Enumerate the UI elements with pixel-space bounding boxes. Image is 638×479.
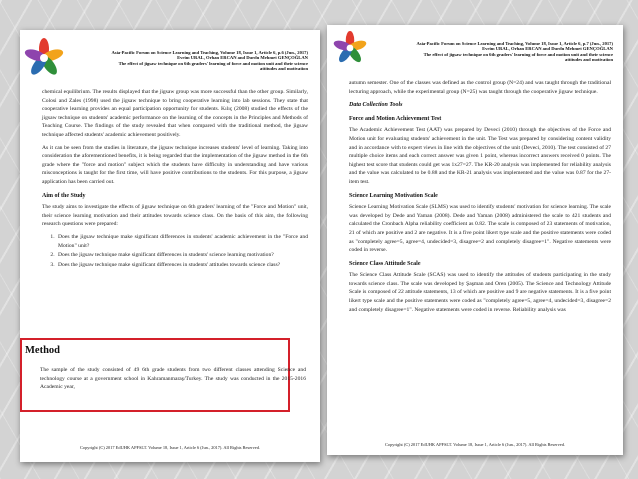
- header-title-line-2: attitudes and motivation: [565, 57, 613, 63]
- list-item: 2. Does the jigsaw technique make significant differences in students' science learning motivation?: [56, 251, 308, 260]
- subsection-heading-scas: Science Class Attitude Scale: [349, 260, 421, 267]
- body-paragraph: As it can be seen from the studies in literature, the jigsaw technique increases students' level of learning. Taking into consideration the aforementioned benefits, it is being regarded that the implementation of the jigsaw method in the 6th grade where the "force and motion" subject which the students have difficulty in understanding and have various misconceptions is taught for the first time, will have positive contributions to the students. For this purpose, a jigsaw application has been carried out.: [42, 144, 308, 185]
- section-heading-tools: Data Collection Tools: [349, 102, 403, 109]
- document-page-right: [327, 25, 623, 455]
- header-citation: [416, 41, 613, 63]
- header-title-line: The effect of jigsaw technique on 6th graders' learning of force and motion unit and their science: [423, 51, 613, 57]
- header-journal-line: Asia-Pacific Forum on Science Learning and Teaching, Volume 18, Issue 1, Article 6, p.6 (Jun., 2017): [111, 50, 308, 55]
- header-title-line-2: attitudes and motivation: [260, 66, 308, 72]
- subsection-heading-slms: Science Learning Motivation Scale: [349, 192, 438, 199]
- body-paragraph: The Science Class Attitude Scale (SCAS) was used to identify the attitudes of students participating in the study towards science class. The scale was developed by Şaşman and Oren (2005). The Science and Technology Attitude Scale is composed of 22 attitude statements, 13 of which are positive and 9 are negative statements. It is a five point likert type scale and the positive statements were coded as "completely agree=5, agree=4, undecided=3, disagree=2 and completely disagree=1". Negative statements were coded in reverse. Reliability analysis was: [349, 272, 611, 313]
- method-paragraph: The sample of the study consisted of 49 6th grade students from two different classes attending Science and technology course at a government school in Kahramanmaraş/Turkey. The study was conducted in the 2015-2016 Academic year,: [40, 367, 306, 391]
- header-authors-line: Evrim URAL, Orhan ERCAN and Durdu Mehmet GENÇOĞLAN: [177, 55, 308, 61]
- header-journal-line: Asia-Pacific Forum on Science Learning and Teaching, Volume 18, Issue 1, Article 6, p.7 (Jun., 2017): [416, 41, 613, 46]
- page-header: [20, 30, 320, 80]
- body-paragraph: The Academic Achievement Test (AAT) was prepared by Deveci (2010) through the objectives of the Force and Motion unit for evaluating students' achievement in the unit. The Test was prepared by considering content validity and in accordance with to expert views in line with the objectives of the unit (Deveci, 2010). The test consisted of 27 multiple choice items and each correct answer was given 1 point, whereas incorrect answers received 0 points. The highest test score that students could get was 1x27=27. The KR-20 analysis was implemented for reliability analysis and the value was calculated to be 0.88 and the KR-21 analysis was implemented and the value was 0.87 for the 27-item test.: [349, 127, 611, 185]
- list-item: 1. Does the jigsaw technique make significant differences in students' academic achievement in the "Force and Motion" unit?: [56, 233, 308, 250]
- page-footer: Copyright (C) 2017 EdUHK APFSLT. Volume 18, Issue 1, Article 6 (Jun., 2017). All Rights Reserved.: [384, 442, 566, 447]
- body-paragraph: chemical equilibrium. The results displayed that the jigsaw group was more successful than the other group. Similarly, Colosi and Zales (1998) used the jigsaw technique to bring cooperative learning into lab sessions. They state that cooperative learning provides an equal participation opportunity for students. Kılıç (2008) studied the effects of the jigsaw technique on students' academic performance on the learning of the concepts in the Principles and Methods of Teaching Course. The findings of the study revealed that when compared with the traditional method, the jigsaw technique affected students' academic achievement positively.: [42, 89, 308, 138]
- header-authors-line: Evrim URAL, Orhan ERCAN and Durdu Mehmet GENÇOĞLAN: [482, 46, 613, 52]
- header-title-line: The effect of jigsaw technique on 6th graders' learning of force and motion unit and their science: [118, 60, 308, 66]
- page-footer: Copyright (C) 2017 EdUHK APFSLT. Volume 18, Issue 1, Article 6 (Jun., 2017). All Rights Reserved.: [79, 445, 261, 450]
- header-citation: [111, 50, 308, 72]
- flower-logo-icon: [333, 31, 367, 65]
- page-body: [349, 79, 611, 318]
- subsection-heading-fmat: Force and Motion Achievement Test: [349, 115, 442, 122]
- section-heading-method: Method: [25, 345, 60, 356]
- research-questions-list: [42, 233, 308, 269]
- body-paragraph: autumn semester. One of the classes was defined as the control group (N=24) and was taught through the traditional lecturing approach, while the experimental group (N=25) was taught through the cooperative jigsaw technique.: [349, 80, 611, 95]
- page-header: [327, 25, 623, 75]
- page-body: [42, 88, 308, 273]
- list-item: 3. Does the jigsaw technique make significant differences in students' attitudes towards science class?: [56, 261, 308, 270]
- flower-logo-icon: [24, 38, 64, 78]
- body-paragraph: The study aims to investigate the effects of jigsaw technique on 6th graders' learning of the "Force and Motion" unit, their science learning motivation and their attitudes towards science class. On the basis of this aim, the following research questions were prepared:: [42, 204, 308, 228]
- body-paragraph: Science Learning Motivation Scale (SLMS) was used to identify students' motivation for science learning. The scale was developed by Dede and Yaman (2008). Dede and Yaman (2008) administered the scale to 421 students and calculated the Cronbach Alpha reliability coefficient as 0.82. The scale is composed of 23 statements of motivation, 21 of which are positive and 2 are negative. It is a five point likert type scale and the positive statements were coded as "completely agree=5, agree=4, undecided=3, disagree=2 and completely disagree=1". Negative statements were coded in reverse.: [349, 204, 611, 254]
- section-heading-aim: Aim of the Study: [42, 192, 86, 199]
